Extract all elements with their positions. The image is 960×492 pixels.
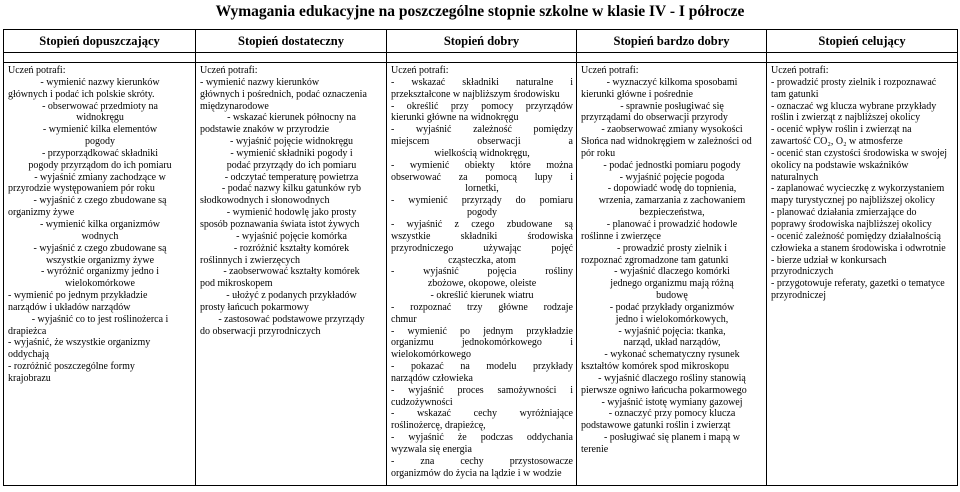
- requirement-line: - rozróżnić kształty komórek: [233, 242, 350, 254]
- header-grade-5: Stopień celujący: [767, 30, 958, 53]
- requirement-line: - wyjaśnić że podczas oddychania: [391, 432, 573, 444]
- requirement-line: - wyjaśnić pojęcia rośliny: [391, 266, 573, 278]
- requirement-line: budowę: [656, 290, 688, 302]
- requirement-line: - wyjaśnić zależność pomiędzy: [391, 124, 573, 136]
- requirement-line: - zaplanować wycieczkę z wykorzystaniem: [771, 183, 945, 195]
- requirement-line: - ocenić wpływ roślin i zwierząt na: [771, 124, 912, 136]
- requirement-line: - rozróżnić poszczególne formy: [8, 361, 135, 373]
- requirement-line: sposób poznawania świata istot żywych: [200, 218, 360, 230]
- requirement-line: - wyjaśnić pojęcia: tkanka,: [618, 325, 726, 337]
- requirement-line: rozpoznać zgromadzone tam gatunki: [581, 254, 729, 266]
- requirement-line: wodnych: [81, 230, 119, 242]
- requirement-line: krajobrazu: [8, 372, 51, 384]
- requirement-line: - obserwować przedmioty na: [42, 100, 158, 112]
- intro-text: Uczeń potrafi:: [8, 65, 66, 76]
- requirement-line: - wyjaśnić pojęcie komórka: [236, 230, 347, 242]
- requirement-line: podstawowe gatunki roślin i zwierząt: [581, 420, 731, 432]
- requirement-line: - bierze udział w konkursach: [771, 254, 887, 266]
- requirement-line: pogody: [85, 136, 115, 148]
- requirement-line: - zastosować podstawowe przyrządy: [218, 313, 365, 325]
- requirement-line: chmur: [391, 313, 417, 325]
- requirement-line: - wymienić składniki pogody i: [230, 147, 353, 159]
- requirement-line: oddychają: [8, 349, 50, 361]
- requirement-line: zawartość CO₂, O₂ w atmosferze: [771, 136, 903, 148]
- requirement-line: - ocenić zależność pomiędzy działalnością: [771, 230, 941, 242]
- requirement-line: - posługiwać się planem i mapą w: [603, 432, 741, 444]
- requirement-line: pogody: [467, 207, 497, 219]
- requirement-line: - planować i prowadzić hodowle: [606, 218, 738, 230]
- requirement-line: roślin i zwierząt z najbliższej okolicy: [771, 112, 921, 124]
- requirement-line: obserwować za pomocą lupy i: [391, 171, 573, 183]
- requirement-line: - pokazać na modelu przykłady: [391, 361, 573, 373]
- requirement-line: wszystkie organizmy żywe: [45, 254, 155, 266]
- requirement-line: naturalnych: [771, 171, 819, 183]
- requirement-line: wielkością widnokręgu,: [434, 147, 530, 159]
- requirement-line: przyrodniczej: [771, 290, 826, 302]
- requirement-line: - wyjaśnić dlaczego komórki: [614, 266, 730, 278]
- requirement-line: organizmy żywe: [8, 207, 75, 219]
- requirement-line: - oznaczać wg klucza wybrane przykłady: [771, 100, 937, 112]
- requirements-cell: [577, 63, 767, 486]
- requirement-line: terenie: [581, 444, 609, 455]
- header-grade-2: Stopień dostateczny: [196, 30, 387, 53]
- requirement-line: Słońca nad widnokręgiem w zależności od: [581, 136, 752, 148]
- requirement-line: przyrodniczych: [771, 266, 834, 278]
- requirements-cell: [387, 63, 577, 486]
- requirement-line: - podać nazwy kilku gatunków ryb: [221, 183, 362, 195]
- requirement-line: widnokręgu: [76, 112, 124, 124]
- requirement-line: cudzożywności: [391, 396, 453, 408]
- requirement-line: roślinożercę, drapieżcę,: [391, 420, 486, 432]
- requirement-line: cząsteczka, atom: [448, 254, 516, 266]
- requirement-line: - zaobserwować zmiany wysokości: [601, 124, 743, 136]
- header-grade-4: Stopień bardzo dobry: [577, 30, 767, 53]
- requirements-cell: [4, 63, 196, 486]
- requirement-line: bezpieczeństwa,: [639, 207, 705, 219]
- requirement-line: - ułożyć z podanych przykładów: [226, 290, 357, 302]
- requirement-line: - wyjaśnić dlaczego rośliny stanowią: [598, 372, 746, 384]
- requirement-line: jedno i wielokomórkowych,: [615, 313, 729, 325]
- requirement-line: pierwsze ogniwo łańcucha pokarmowego: [581, 384, 747, 396]
- requirement-line: mapy turystycznej po najbliższej okolicy: [771, 195, 935, 207]
- requirement-line: - wymienić nazwy kierunków: [200, 76, 320, 88]
- requirement-line: miejscem obserwacji a: [391, 136, 573, 148]
- requirement-line: wrzenia, zamarzania z zachowaniem: [598, 195, 746, 207]
- requirement-line: - wymienić po jednym przykładzie: [391, 325, 573, 337]
- requirement-line: - dopowiadć wodę do topnienia,: [607, 183, 737, 195]
- requirement-line: - wyjaśnić z czego zbudowane są: [33, 242, 167, 254]
- requirements-table: [3, 29, 958, 486]
- requirement-line: - wymienić nazwy kierunków: [40, 76, 160, 88]
- requirement-line: - wymienić kilka elementów: [42, 124, 158, 136]
- requirement-line: - oznaczyć przy pomocy klucza: [608, 408, 736, 420]
- requirement-line: - wyjaśnić, że wszystkie organizmy: [8, 337, 151, 349]
- requirement-line: - wyjaśnić co to jest roślinożerca i: [31, 313, 169, 325]
- requirement-line: - wyjaśnić istotę wymiany gazowej: [601, 396, 743, 408]
- requirement-line: prosty łańcuch pokarmowy: [200, 301, 309, 313]
- requirement-line: wielokomórkowego: [391, 349, 471, 361]
- requirement-line: narząd, układ narządów,: [623, 337, 721, 349]
- requirement-line: pod mikroskopem: [200, 278, 273, 290]
- intro-text: Uczeń potrafi:: [581, 65, 639, 76]
- intro-text: Uczeń potrafi:: [771, 65, 829, 76]
- requirement-line: pogody przyrządom do ich pomiaru: [28, 159, 172, 171]
- requirement-line: do obserwacji przyrodniczych: [200, 325, 321, 337]
- requirement-line: słodkowodnych i słonowodnych: [200, 195, 330, 207]
- requirement-line: - wyjaśnić pojęcie pogoda: [619, 171, 725, 183]
- requirement-line: - wyznaczyć kilkoma sposobami: [606, 76, 738, 88]
- requirement-line: lornetki,: [465, 183, 499, 195]
- requirement-line: jednego organizmu mają różną: [610, 278, 734, 290]
- requirement-line: zbożowe, okopowe, oleiste: [427, 278, 537, 290]
- requirements-cell: [196, 63, 387, 486]
- requirement-line: organizmu jednokomórkowego i: [391, 337, 573, 349]
- requirement-line: okolicy na podstawie wskaźników: [771, 159, 909, 171]
- requirement-line: - rozpoznać trzy główne rodzaje: [391, 301, 573, 313]
- requirement-line: wyzwala się energia: [391, 444, 472, 455]
- requirement-line: - wyjaśnić z czego zbudowane są: [391, 218, 573, 230]
- requirement-line: - prowadzić prosty zielnik i rozpoznawać: [771, 76, 937, 88]
- requirement-line: tam gatunki: [771, 88, 819, 100]
- intro-text: Uczeń potrafi:: [391, 65, 449, 76]
- requirement-line: - wskazać kierunek północny na: [227, 112, 356, 124]
- requirement-line: wielokomórkowe: [65, 278, 135, 290]
- requirement-line: kierunki główne i pośrednie: [581, 88, 693, 100]
- requirement-line: międzynarodowe: [200, 100, 269, 112]
- requirement-line: - wymienić przyrządy do pomiaru: [391, 195, 573, 207]
- requirement-line: przyrządami do obserwacji przyrody: [581, 112, 728, 124]
- requirement-line: - określić kierunek wiatru: [430, 290, 534, 302]
- requirement-line: narządów i układów narządów: [8, 301, 131, 313]
- requirement-line: podstawie znaków w przyrodzie: [200, 124, 330, 136]
- requirement-line: wszystkie składniki środowiska: [391, 230, 573, 242]
- requirement-line: - planować działania zmierzające do: [771, 207, 917, 219]
- requirement-line: - wyróżnić organizmy jedno i: [40, 266, 160, 278]
- requirement-line: - określić przy pomocy przyrządów: [391, 100, 573, 112]
- requirement-line: - wyjaśnić pojęcie widnokręgu: [229, 136, 354, 148]
- requirement-line: - wyjaśnić proces samożywności i: [391, 384, 573, 396]
- requirement-line: - wyjaśnić z czego zbudowane są: [33, 195, 167, 207]
- requirement-line: - zaobserwować kształty komórek: [223, 266, 360, 278]
- requirement-line: przekształcone w najbliższym środowisku: [391, 88, 560, 100]
- requirement-line: głównych i pośrednich, podać oznaczenia: [200, 88, 367, 100]
- requirement-line: drapieżca: [8, 325, 47, 337]
- requirement-line: - wymienić obiekty które można: [391, 159, 573, 171]
- requirement-line: - wskazać cechy wyróżniające: [391, 408, 573, 420]
- requirement-line: organizmów do życia na lądzie i w wodzie: [391, 467, 562, 479]
- header-grade-1: Stopień dopuszczający: [4, 30, 196, 53]
- intro-text: Uczeń potrafi:: [200, 65, 258, 76]
- header-grade-3: Stopień dobry: [387, 30, 577, 53]
- requirement-line: kształtów komórek spod mikroskopu: [581, 361, 730, 373]
- requirement-line: - ocenić stan czystości środowiska w swojej: [771, 147, 948, 159]
- requirement-line: - zna cechy przystosowacze: [391, 455, 573, 467]
- requirement-line: podać przyrządy do ich pomiaru: [226, 159, 357, 171]
- requirement-line: - przyporządkować składniki: [41, 147, 159, 159]
- requirement-line: - przygotowuje referaty, gazetki o tematyce: [771, 278, 945, 290]
- requirement-line: roślinne i zwierzęce: [581, 230, 661, 242]
- requirement-line: - wymienić kilka organizmów: [39, 218, 161, 230]
- requirement-line: głównych i podać ich polskie skróty.: [8, 88, 155, 100]
- requirement-line: - wyjaśnić zmiany zachodzące w: [34, 171, 166, 183]
- header-row: [4, 30, 958, 53]
- requirement-line: człowieka a stanem środowiska i odwrotnie: [771, 242, 946, 254]
- spacer-row: [4, 53, 958, 63]
- page-title: Wymagania edukacyjne na poszczególne stopnie szkolne w klasie IV - I półrocze: [215, 3, 745, 20]
- requirement-line: - wymienić hodowlę jako prosty: [226, 207, 357, 219]
- requirement-line: narządów człowieka: [391, 372, 473, 384]
- requirement-line: - podać jednostki pomiaru pogody: [603, 159, 741, 171]
- requirement-line: poprawy środowiska najbliższej okolicy: [771, 218, 932, 230]
- requirements-cell: [767, 63, 958, 486]
- requirement-line: - wymienić po jednym przykładzie: [8, 290, 148, 302]
- requirement-line: - wskazać składniki naturalne i: [391, 76, 573, 88]
- requirement-line: kierunki główne na widnokręgu: [391, 112, 519, 124]
- requirement-line: - podać przykłady organizmów: [609, 301, 735, 313]
- requirement-line: pór roku: [581, 147, 616, 159]
- requirements-row: [4, 63, 958, 486]
- requirement-line: przyrodniczego używając pojęć: [391, 242, 573, 254]
- requirement-line: - prowadzić prosty zielnik i: [617, 242, 727, 254]
- requirement-line: - odczytać temperaturę powietrza: [224, 171, 359, 183]
- requirement-line: - sprawnie posługiwać się: [620, 100, 724, 112]
- requirement-line: przyrodzie występowaniem pór roku: [8, 183, 155, 195]
- requirement-line: roślinnych i zwierzęcych: [200, 254, 300, 266]
- requirement-line: - wykonać schematyczny rysunek: [604, 349, 740, 361]
